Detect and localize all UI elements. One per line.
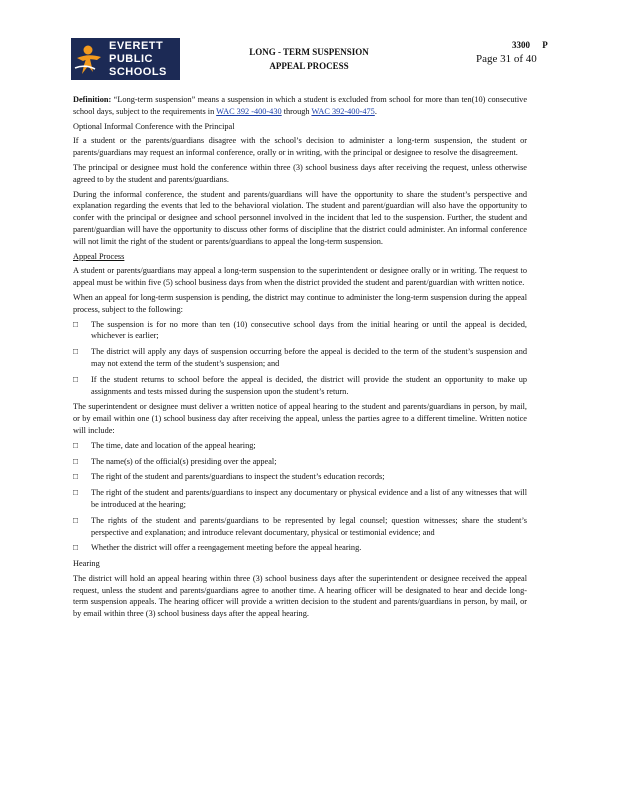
list-item: □ If the student returns to school before the appeal is decided, the district will provide the student an opportunity to make up assignments and tests missed during the suspension upon the student’s return. xyxy=(73,374,527,396)
list-item: □ The time, date and location of the appeal hearing; xyxy=(73,440,256,450)
district-logo xyxy=(71,38,180,80)
checkbox-bullet-icon: □ xyxy=(73,488,79,498)
appeal-paragraph-2: When an appeal for long-term suspension is pending, the district may continue to administer the long-term suspension during the appeal process, subject to the following: xyxy=(73,292,527,314)
policy-number: 3300 P xyxy=(512,40,548,50)
list-item: □ The name(s) of the official(s) presiding over the appeal; xyxy=(73,456,277,466)
checkbox-bullet-icon: □ xyxy=(73,456,79,466)
wac-link-2[interactable]: WAC 392-400-475 xyxy=(311,106,375,116)
notice-contents-list xyxy=(73,440,527,554)
informal-paragraph-3: During the informal conference, the student and parents/guardians will have the opportunity to share the student’s perspective and explanation regarding the events that led to the behavioral violation. The student and parent/guardian will also have the opportunity to confer with the principal or designee and school personnel involved in the incident that led to the suspension. Further, the student and parent/guardian will have the opportunity to discuss other forms of discipline that the district could administer. An informal conference will not limit the right of the student or parents/guardians to appeal the long-term suspension. xyxy=(73,189,527,246)
list-item: □ The right of the student and parents/guardians to inspect any documentary or physical evidence and a list of any witnesses that will be introduced at the hearing; xyxy=(73,488,527,509)
informal-heading: Optional Informal Conference with the Principal xyxy=(73,121,235,131)
informal-paragraph-1: If a student or the parents/guardians disagree with the school’s decision to administer a long-term suspension, the student or parents/guardians may request an informal conference, orally or in writing, with the principal or designee to resolve the disagreement. xyxy=(73,136,527,158)
checkbox-bullet-icon: □ xyxy=(73,374,79,384)
logo-line-1: EVERETT xyxy=(109,40,164,52)
definition-text: “Long-term suspension” means a suspension in which a student is excluded from school for more than ten(10) consecutive school days, subject to the requirements in xyxy=(73,95,527,116)
appeal-heading: Appeal Process xyxy=(73,251,125,261)
list-item: □ The rights of the student and parents/guardians to be represented by legal counsel; question witnesses; share the student’s perspective and explanation; and introduce relevant documentary, physical or testimonial evidence; and xyxy=(73,515,527,537)
informal-paragraph-2: The principal or designee must hold the conference within three (3) school business days after receiving the request, unless otherwise agreed to by the student and parents/guardians. xyxy=(73,162,527,184)
hearing-paragraph: The district will hold an appeal hearing within three (3) school business days after the superintendent or designee received the appeal request, unless the student and parents/guardians agree to another time. A hearing officer will be designated to hear and decide long-term suspension appeals. The hearing officer will provide a written decision to the student and parents/guardians in person, by mail, or by email within three (3) school business days after the appeal hearing. xyxy=(73,573,527,619)
document-title xyxy=(230,45,388,73)
checkbox-bullet-icon: □ xyxy=(73,515,79,525)
suspension-conditions-list xyxy=(73,319,527,398)
checkbox-bullet-icon: □ xyxy=(73,347,79,357)
title-line-2: APPEAL PROCESS xyxy=(269,61,349,71)
definition-label: Definition: xyxy=(73,95,112,104)
hearing-heading: Hearing xyxy=(73,559,100,569)
logo-line-2: PUBLIC xyxy=(109,53,153,65)
figure-icon xyxy=(71,38,109,80)
title-line-1: LONG - TERM SUSPENSION xyxy=(249,47,369,57)
list-item: □ The right of the student and parents/guardians to inspect the student’s education records; xyxy=(73,472,385,482)
wac-link-1[interactable]: WAC 392 -400-430 xyxy=(216,106,282,116)
definition-through: through xyxy=(281,106,312,116)
document-body xyxy=(73,94,527,623)
logo-line-3: SCHOOLS xyxy=(109,66,167,78)
list-item: □ Whether the district will offer a reengagement meeting before the appeal hearing. xyxy=(73,543,362,553)
list-item: □ The suspension is for no more than ten (10) consecutive school days from the initial hearing or until the appeal is decided, whichever is earlier; xyxy=(73,319,527,341)
definition-end: . xyxy=(374,106,377,116)
page-number: Page 31 of 40 xyxy=(476,53,537,65)
list-item: □ The district will apply any days of suspension occurring before the appeal is decided to the term of the student’s suspension and may not extend the term of the student’s suspension; and xyxy=(73,347,527,368)
checkbox-bullet-icon: □ xyxy=(73,440,79,450)
checkbox-bullet-icon: □ xyxy=(73,543,79,553)
checkbox-bullet-icon: □ xyxy=(73,319,79,329)
checkbox-bullet-icon: □ xyxy=(73,472,79,482)
appeal-paragraph-3: The superintendent or designee must deliver a written notice of appeal hearing to the student and parents/guardians in person, by mail, or by email within one (1) school business day after receiving the appeal, unless the parties agree to a different timeline. Written notice will include: xyxy=(73,402,527,435)
appeal-paragraph-1: A student or parents/guardians may appeal a long-term suspension to the superintendent or designee orally or in writing. The request to appeal must be within five (5) school business days from when the district provided the student and parent/guardian with written notice. xyxy=(73,266,527,288)
definition-paragraph xyxy=(73,94,527,118)
